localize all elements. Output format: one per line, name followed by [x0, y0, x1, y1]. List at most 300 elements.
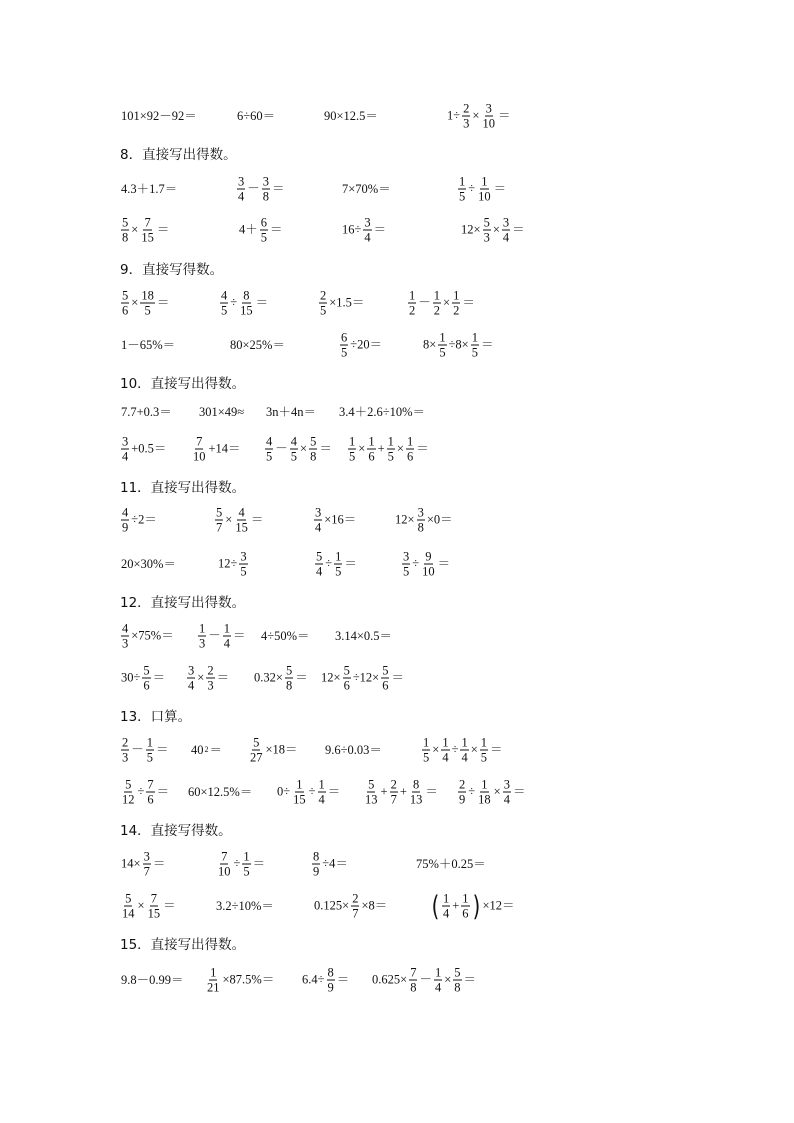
fraction-numerator: 3 — [364, 215, 371, 230]
expression-text: ＝ — [209, 742, 223, 757]
fraction — [121, 289, 129, 318]
expression-text: － — [418, 295, 431, 310]
fraction-denominator: 5 — [471, 345, 478, 360]
fraction-numerator: 7 — [196, 434, 203, 449]
fraction — [234, 506, 249, 535]
fraction-numerator: 2 — [320, 288, 327, 303]
fraction-denominator: 4 — [122, 449, 129, 464]
fraction — [327, 966, 335, 995]
fraction — [314, 506, 322, 535]
expression-text: ×12＝ — [482, 898, 515, 913]
fraction-denominator: 18 — [478, 792, 491, 807]
fraction-denominator: 7 — [143, 864, 150, 879]
expression-text: ÷ — [325, 556, 333, 571]
problem-item — [276, 778, 341, 807]
fraction — [223, 622, 231, 651]
fraction — [458, 778, 466, 807]
expression-text: 40 — [191, 742, 204, 757]
fraction-denominator: 8 — [122, 230, 129, 245]
fraction-numerator: 5 — [285, 663, 293, 678]
fraction-denominator: 3 — [463, 116, 470, 131]
fraction-denominator: 3 — [122, 636, 129, 651]
fraction-numerator: 1 — [335, 549, 342, 564]
problem-item — [323, 110, 379, 123]
problem-item — [407, 289, 476, 318]
expression-text: ÷ — [468, 784, 476, 799]
expression-text: ÷8× — [448, 337, 469, 352]
fraction-numerator: 1 — [480, 735, 487, 750]
fraction-numerator: 2 — [463, 101, 470, 116]
fraction — [237, 175, 245, 204]
fraction-numerator: 1 — [439, 330, 446, 345]
problem-item — [120, 974, 185, 987]
expression-text: － — [247, 181, 260, 196]
expression-text: 60×12.5%＝ — [188, 784, 253, 799]
fraction — [242, 850, 250, 879]
problem-item — [236, 175, 286, 204]
expression-text: 16÷ — [342, 222, 362, 237]
fraction — [121, 435, 129, 464]
problem-item — [120, 110, 198, 123]
fraction-denominator: 8 — [454, 980, 461, 995]
problem-item — [217, 550, 249, 579]
expression-text: 90×12.5＝ — [324, 108, 378, 123]
fraction-numerator: 5 — [122, 215, 129, 230]
fraction-denominator: 4 — [442, 906, 450, 921]
expression-text: ＝ — [462, 295, 475, 310]
expression-text: ＝ — [512, 784, 526, 799]
expression-text: 3.14×0.5＝ — [335, 628, 393, 643]
fraction-numerator: 8 — [243, 288, 250, 303]
expression-text: 30÷ — [121, 670, 141, 685]
fraction-denominator: 3 — [483, 230, 490, 245]
expression-text: ＝ — [255, 295, 269, 310]
fraction-denominator: 12 — [122, 792, 135, 807]
problem-item — [120, 406, 173, 419]
fraction — [441, 736, 449, 765]
expression-text: ＝ — [391, 670, 404, 685]
fraction-numerator: 1 — [210, 965, 217, 980]
expression-text: 14× — [121, 856, 141, 871]
expression-text: ＝ — [327, 784, 341, 799]
fraction — [458, 175, 466, 204]
fraction — [462, 102, 470, 131]
fraction-numerator: 7 — [410, 965, 417, 980]
fraction-denominator: 9 — [122, 520, 129, 535]
problem-item: 40 2 ＝ — [191, 742, 223, 757]
fraction-numerator: 3 — [238, 174, 245, 189]
fraction-denominator: 5 — [320, 303, 327, 318]
fraction-denominator: 5 — [439, 345, 446, 360]
expression-text: ÷ — [230, 295, 238, 310]
fraction — [121, 892, 136, 921]
problem-item — [248, 736, 299, 765]
expression-text: ＝ — [272, 181, 285, 196]
expression-text: ＝ — [463, 972, 477, 987]
expression-text: × — [137, 898, 145, 913]
fraction — [121, 736, 129, 765]
expression-text: ÷ — [137, 784, 145, 799]
section-heading: 15．直接写出得数。 — [120, 937, 246, 953]
fraction — [408, 289, 416, 318]
problem-item — [205, 966, 275, 995]
expression-text: 8× — [423, 337, 437, 352]
fraction-numerator: 2 — [390, 777, 397, 792]
fraction-numerator: 3 — [417, 505, 424, 520]
problem-item — [301, 966, 350, 995]
expression-text: ＝ — [416, 441, 429, 456]
fraction-numerator: 5 — [483, 215, 490, 230]
problem-item — [264, 435, 333, 464]
fraction-numerator: 9 — [425, 549, 432, 564]
fraction-numerator: 5 — [368, 777, 375, 792]
fraction-numerator: 1 — [434, 965, 442, 980]
problem-item — [120, 435, 167, 464]
fraction — [142, 664, 150, 693]
problem-item — [415, 858, 487, 871]
fraction-numerator: 1 — [406, 434, 414, 449]
fraction — [146, 736, 154, 765]
expression-text: 3.2÷10%＝ — [216, 898, 274, 913]
fraction-denominator: 6 — [143, 678, 150, 693]
fraction — [220, 289, 228, 318]
section-heading: 8．直接写出得数。 — [120, 147, 237, 163]
fraction-denominator: 5 — [387, 449, 394, 464]
fraction — [121, 216, 129, 245]
fraction-denominator: 4 — [434, 980, 442, 995]
fraction-numerator: 4 — [221, 288, 228, 303]
problem-item — [120, 664, 166, 693]
fraction — [319, 289, 327, 318]
problem-item — [313, 506, 357, 535]
fraction-denominator: 5 — [423, 750, 430, 765]
fraction-numerator: 7 — [144, 215, 151, 230]
fraction-denominator: 3 — [199, 636, 206, 651]
fraction-numerator: 5 — [454, 965, 461, 980]
fraction — [340, 331, 348, 360]
problem-item — [187, 786, 253, 799]
fraction-denominator: 3 — [207, 678, 214, 693]
expression-text: ×18＝ — [265, 742, 298, 757]
fraction-numerator: 5 — [343, 663, 350, 678]
fraction-denominator: 4 — [442, 750, 449, 765]
expression-text: ＝ — [250, 512, 264, 527]
expression-text: ÷12× — [352, 670, 380, 685]
fraction-numerator: 1 — [199, 621, 206, 636]
problem-item — [422, 331, 495, 360]
fraction-denominator: 4 — [315, 520, 322, 535]
fraction-denominator: 5 — [240, 564, 247, 579]
section-heading: 10．直接写出得数。 — [120, 376, 246, 392]
expression-text: 9.8－0.99＝ — [121, 972, 184, 987]
fraction — [198, 622, 206, 651]
problem-item — [318, 289, 365, 318]
fraction-numerator: 8 — [327, 965, 334, 980]
fraction-numerator: 1 — [423, 735, 430, 750]
fraction-denominator: 6 — [147, 792, 154, 807]
fraction-numerator: 7 — [150, 891, 157, 906]
expression-text: 3n＋4n＝ — [266, 404, 317, 419]
fraction-denominator: 8 — [285, 678, 293, 693]
fraction-numerator: 1 — [442, 735, 449, 750]
expression-text: 0.125× — [314, 898, 350, 913]
fraction — [417, 506, 425, 535]
fraction-numerator: 7 — [221, 849, 228, 864]
expression-text: ＝ — [425, 784, 438, 799]
expression-text: × — [492, 222, 500, 237]
fraction — [143, 850, 151, 879]
fraction — [239, 550, 247, 579]
fraction-denominator: 7 — [390, 792, 397, 807]
fraction-denominator: 8 — [417, 520, 424, 535]
problem-item — [236, 110, 276, 123]
fraction-denominator: 10 — [218, 864, 231, 879]
fraction-numerator: 1 — [462, 891, 469, 906]
fraction-numerator: 1 — [471, 330, 478, 345]
problem-item — [339, 331, 383, 360]
expression-text: 101×92－92＝ — [121, 108, 197, 123]
fraction — [460, 736, 468, 765]
fraction-denominator: 15 — [147, 906, 161, 921]
fraction — [309, 435, 317, 464]
expression-text: × — [432, 742, 440, 757]
fraction-numerator: 4 — [290, 434, 298, 449]
expression-text: + — [377, 441, 385, 456]
fraction-denominator: 5 — [480, 750, 487, 765]
fraction-denominator: 5 — [221, 303, 228, 318]
expression-text: ＝ — [252, 856, 266, 871]
problem-item — [347, 435, 430, 464]
expression-text: ×1.5＝ — [329, 295, 365, 310]
problem-item — [394, 506, 454, 535]
fraction — [390, 778, 398, 807]
expression-text: ＝ — [490, 742, 503, 757]
fraction-denominator: 7 — [216, 520, 223, 535]
fraction-denominator: 4 — [318, 792, 325, 807]
fraction-denominator: 13 — [365, 792, 378, 807]
problem-item — [460, 216, 526, 245]
fraction-numerator: 3 — [262, 174, 270, 189]
fraction-numerator: 5 — [216, 505, 223, 520]
fraction — [438, 331, 446, 360]
fraction-numerator: 3 — [122, 434, 129, 449]
fraction-denominator: 6 — [343, 678, 350, 693]
expression-text: × — [131, 295, 139, 310]
problem-item — [219, 289, 269, 318]
expression-text: 1－65%＝ — [121, 337, 176, 352]
expression-text: × — [493, 784, 501, 799]
expression-text: 0.32× — [254, 670, 283, 685]
fraction-numerator: 5 — [125, 777, 132, 792]
fraction — [318, 778, 326, 807]
fraction-denominator: 7 — [352, 906, 359, 921]
expression-text: × — [300, 441, 308, 456]
fraction-denominator: 5 — [290, 449, 298, 464]
problem-item — [253, 664, 309, 693]
fraction-denominator: 5 — [144, 303, 151, 318]
fraction — [285, 664, 293, 693]
fraction-numerator: 2 — [122, 735, 129, 750]
expression-text: － — [275, 441, 288, 456]
fraction — [363, 216, 371, 245]
fraction — [292, 778, 307, 807]
expression-text: ＝ — [319, 441, 332, 456]
fraction — [121, 506, 129, 535]
fraction — [315, 550, 323, 579]
fraction-denominator: 6 — [406, 449, 414, 464]
expression-text: + — [452, 898, 460, 913]
fraction-numerator: 1 — [243, 849, 250, 864]
fraction-denominator: 4 — [502, 230, 510, 245]
fraction-numerator: 4 — [238, 505, 245, 520]
expression-text: +14＝ — [208, 441, 241, 456]
fraction — [402, 550, 410, 579]
expression-text: ＝ — [152, 670, 166, 685]
fraction-denominator: 6 — [462, 906, 469, 921]
expression-text: ÷ — [233, 856, 241, 871]
expression-text: × — [396, 441, 404, 456]
problem-item — [120, 892, 177, 921]
fraction — [477, 175, 492, 204]
fraction-denominator: 5 — [341, 345, 348, 360]
fraction-numerator: 4 — [122, 621, 129, 636]
fraction-denominator: 15 — [293, 792, 306, 807]
fraction-denominator: 2 — [433, 303, 441, 318]
expression-text: 12× — [321, 670, 341, 685]
expression-text: 301×49≈ — [199, 404, 245, 419]
fraction-numerator: 5 — [382, 663, 389, 678]
expression-text: ÷ — [468, 181, 476, 196]
fraction-numerator: 3 — [315, 505, 322, 520]
fraction-numerator: 1 — [387, 434, 394, 449]
fraction — [187, 664, 195, 693]
fraction-denominator: 15 — [141, 230, 154, 245]
fraction — [121, 622, 129, 651]
fraction-numerator: 5 — [310, 434, 317, 449]
fraction — [348, 435, 356, 464]
problem-item — [320, 664, 405, 693]
fraction-numerator: 1 — [481, 777, 488, 792]
fraction-denominator: 15 — [235, 520, 248, 535]
problem-item — [186, 664, 230, 693]
fraction-denominator: 6 — [122, 303, 129, 318]
fraction-numerator: 2 — [207, 663, 214, 678]
fraction — [381, 664, 389, 693]
problem-item — [120, 183, 178, 196]
section-heading: 14．直接写得数。 — [120, 823, 232, 839]
fraction-denominator: 13 — [409, 792, 423, 807]
problem-item — [314, 550, 358, 579]
fraction-numerator: 1 — [146, 735, 154, 750]
section-heading: 11．直接写出得数。 — [120, 480, 246, 496]
expression-text: ÷ — [308, 784, 316, 799]
expression-text: × — [470, 742, 478, 757]
fraction — [481, 102, 496, 131]
fraction-denominator: 2 — [409, 303, 416, 318]
fraction-denominator: 9 — [327, 980, 334, 995]
fraction — [461, 892, 469, 921]
fraction-denominator: 4 — [503, 792, 510, 807]
fraction-denominator: 10 — [193, 449, 206, 464]
fraction-numerator: 6 — [341, 330, 348, 345]
fraction-numerator: 1 — [453, 288, 460, 303]
fraction — [367, 435, 375, 464]
fraction-numerator: 5 — [253, 735, 260, 750]
expression-text: 6.4÷ — [302, 972, 325, 987]
problem-item — [214, 506, 264, 535]
expression-text: × — [197, 670, 205, 685]
expression-text: ＝ — [373, 222, 387, 237]
problem-item — [446, 102, 511, 131]
fraction — [146, 778, 154, 807]
expression-text: ×16＝ — [324, 512, 357, 527]
fraction-numerator: 3 — [143, 849, 150, 864]
problem-item — [197, 622, 247, 651]
expression-text: ÷2＝ — [131, 512, 157, 527]
fraction — [343, 664, 351, 693]
expression-text: × — [358, 441, 366, 456]
expression-text: ＝ — [480, 337, 494, 352]
expression-text: ＝ — [156, 222, 170, 237]
fraction — [409, 778, 424, 807]
problem-item — [238, 216, 284, 245]
problem-item — [334, 630, 393, 643]
fraction-numerator: 3 — [240, 549, 247, 564]
expression-text: 7×70%＝ — [342, 181, 391, 196]
fraction — [364, 778, 379, 807]
expression-text: ＝ — [344, 556, 357, 571]
fraction-numerator: 5 — [125, 891, 132, 906]
fraction — [140, 289, 155, 318]
fraction-denominator: 15 — [240, 303, 253, 318]
fraction-denominator: 2 — [453, 303, 460, 318]
problem-item — [120, 339, 176, 352]
fraction — [502, 216, 510, 245]
expression-text: 20×30%＝ — [121, 556, 176, 571]
fraction — [422, 736, 430, 765]
expression-text: － — [131, 742, 144, 757]
fraction-denominator: 14 — [122, 906, 135, 921]
fraction — [249, 736, 264, 765]
expression-text: ＝ — [233, 628, 246, 643]
fraction — [434, 966, 442, 995]
fraction — [477, 778, 492, 807]
section-heading: 9．直接写得数。 — [120, 262, 224, 278]
expression-text: ＝ — [163, 898, 176, 913]
fraction — [217, 850, 232, 879]
expression-text: × — [443, 295, 451, 310]
fraction-denominator: 10 — [422, 564, 435, 579]
fraction — [433, 289, 441, 318]
problem-item — [363, 778, 439, 807]
fraction-numerator: 3 — [403, 549, 410, 564]
fraction-denominator: 8 — [310, 449, 317, 464]
expression-text: 75%＋0.25＝ — [416, 856, 486, 871]
right-parenthesis: ) — [472, 889, 480, 922]
problem-item — [341, 183, 392, 196]
expression-text: 4.3＋1.7＝ — [121, 181, 178, 196]
fraction — [140, 216, 155, 245]
problem-item — [430, 889, 516, 922]
expression-text: × — [225, 512, 233, 527]
problem-item — [324, 744, 383, 757]
problem-item — [120, 289, 170, 318]
problem-item — [421, 736, 504, 765]
problem-item — [191, 435, 242, 464]
expression-text: ＝ — [295, 670, 308, 685]
problem-item — [371, 966, 477, 995]
fraction-denominator: 4 — [364, 230, 371, 245]
